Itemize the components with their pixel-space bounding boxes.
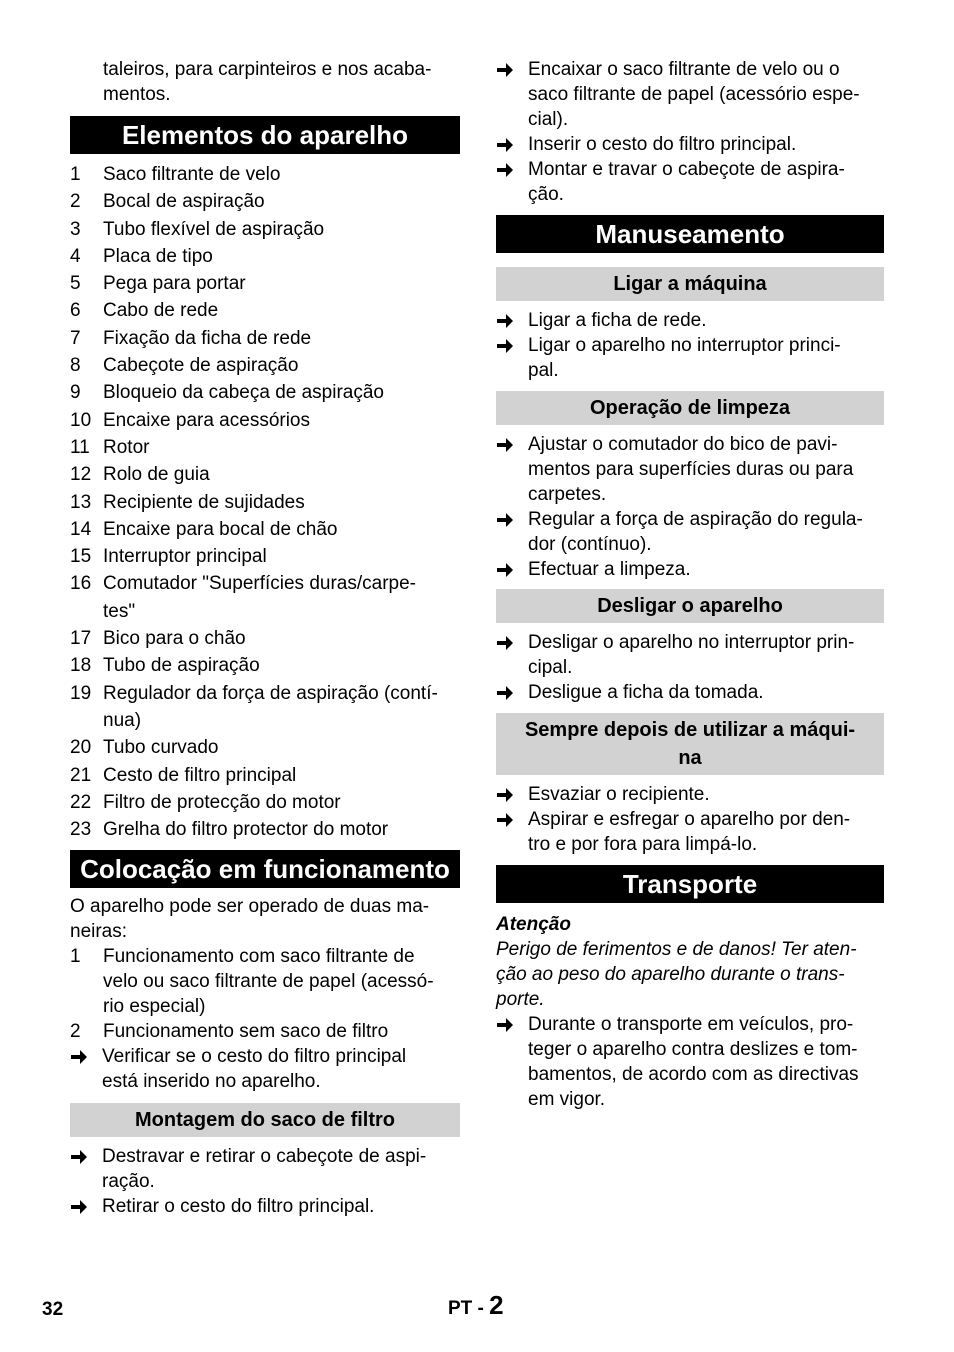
- cleaning-steps: [496, 432, 884, 582]
- list-item: [70, 944, 460, 1019]
- list-item: [70, 379, 460, 406]
- arrow-right-icon: [496, 1017, 514, 1033]
- heading-transport: Transporte: [496, 865, 884, 903]
- step-arrow: [496, 557, 528, 582]
- intro-text: [70, 57, 460, 107]
- list-item: [70, 407, 460, 434]
- list-item: [70, 570, 460, 625]
- step-item: [70, 1044, 460, 1094]
- item-number: 21: [70, 764, 92, 786]
- item-text: Tubo de aspiração: [103, 655, 260, 677]
- heading-switch-on: Ligar a máquina: [496, 267, 884, 301]
- attention-label: Atenção: [496, 914, 571, 935]
- item-text: Placa de tipo: [103, 245, 213, 267]
- item-text: Cesto de filtro principal: [103, 764, 297, 786]
- list-item: [70, 789, 460, 816]
- step-item: [496, 308, 884, 333]
- step-item: [496, 157, 884, 207]
- step-item: [496, 132, 884, 157]
- item-text: Cabo de rede: [103, 300, 219, 322]
- item-text: Fixação da ficha de rede: [103, 327, 312, 349]
- step-arrow: [496, 157, 528, 182]
- step-item: [496, 782, 884, 807]
- item-number: 22: [70, 791, 92, 813]
- step-text: Montar e travar o cabeçote de aspira- ção.: [528, 159, 845, 205]
- step-item: [496, 557, 884, 582]
- item-text: Tubo curvado: [103, 737, 219, 759]
- step-arrow: [70, 1044, 102, 1069]
- item-text: Filtro de protecção do motor: [103, 791, 341, 813]
- item-number: 9: [70, 382, 81, 404]
- arrow-right-icon: [496, 787, 514, 803]
- language-code: PT -: [448, 1298, 484, 1319]
- heading-switch-off: Desligar o aparelho: [496, 589, 884, 623]
- item-number: 3: [70, 218, 81, 240]
- step-text: Destravar e retirar o cabeçote de aspi- ração.: [102, 1146, 427, 1193]
- step-item: [496, 680, 884, 705]
- step-item: [496, 630, 884, 680]
- commissioning-intro: O aparelho pode ser operado de duas ma- neiras:: [70, 896, 430, 943]
- language-page-label: [448, 1290, 504, 1321]
- step-arrow: [496, 333, 528, 358]
- item-text: Bloqueio da cabeça de aspiração: [103, 382, 384, 404]
- step-text: Esvaziar o recipiente.: [528, 784, 710, 805]
- step-arrow: [496, 630, 528, 655]
- list-item: [70, 1019, 460, 1044]
- item-text: Tubo flexível de aspiração: [103, 218, 325, 240]
- item-number: 13: [70, 491, 92, 513]
- item-number: 1: [70, 164, 81, 185]
- item-number: 12: [70, 464, 92, 486]
- list-item: [70, 489, 460, 516]
- arrow-right-icon: [496, 512, 514, 528]
- step-text: Retirar o cesto do filtro principal.: [102, 1196, 375, 1218]
- step-arrow: [496, 432, 528, 457]
- item-number: 19: [70, 682, 92, 704]
- item-text: Rolo de guia: [103, 464, 210, 486]
- heading-after-use: Sempre depois de utilizar a máqui- na: [496, 713, 884, 775]
- arrow-right-icon: [496, 137, 514, 153]
- item-number: 18: [70, 655, 92, 677]
- item-number: 11: [70, 436, 90, 458]
- step-arrow: [70, 1144, 102, 1169]
- step-text: Desligar o aparelho no interruptor prin- cipal.: [528, 632, 855, 678]
- list-item: [70, 625, 460, 652]
- step-item: [70, 1144, 460, 1194]
- step-text: Ligar a ficha de rede.: [528, 310, 707, 331]
- item-number: 20: [70, 737, 92, 759]
- item-number: 4: [70, 245, 81, 267]
- item-number: 16: [70, 573, 92, 595]
- item-text: Recipiente de sujidades: [103, 491, 305, 513]
- list-item: [70, 352, 460, 379]
- item-text: Rotor: [103, 436, 150, 458]
- arrow-right-icon: [496, 635, 514, 651]
- step-text: Durante o transporte em veículos, pro- teger o aparelho contra deslizes e tom- bamentos, de acordo com as directivas em vigor.: [528, 1014, 859, 1110]
- heading-commissioning: Colocação em funcionamento: [70, 850, 460, 888]
- step-text: Efectuar a limpeza.: [528, 559, 691, 580]
- commissioning-list: [70, 944, 460, 1044]
- language-page-number: 2: [489, 1290, 504, 1320]
- right-column: [496, 57, 884, 1112]
- arrow-right-icon: [496, 162, 514, 178]
- list-item: [70, 516, 460, 543]
- commissioning-step-list: [70, 1044, 460, 1094]
- step-arrow: [496, 132, 528, 157]
- list-item: [70, 297, 460, 324]
- item-text: Encaixe para acessórios: [103, 409, 310, 431]
- arrow-right-icon: [70, 1149, 88, 1165]
- filter-bag-steps-continued: [496, 57, 884, 207]
- intro-line-2: mentos.: [103, 84, 171, 105]
- item-text: Regulador da força de aspiração (contí- nua): [103, 682, 438, 731]
- step-text: Regular a força de aspiração do regula- dor (contínuo).: [528, 509, 863, 555]
- item-number: 5: [70, 273, 81, 295]
- page-number: 32: [42, 1299, 64, 1320]
- item-number: 1: [70, 946, 81, 968]
- step-item: [70, 1194, 460, 1219]
- transport-steps: [496, 1012, 884, 1112]
- step-item: [496, 1012, 884, 1112]
- intro-line-1: taleiros, para carpinteiros e nos acaba-: [103, 59, 432, 80]
- step-text: Verificar se o cesto do filtro principal está inserido no aparelho.: [102, 1046, 407, 1093]
- list-item: [70, 270, 460, 297]
- step-arrow: [70, 1194, 102, 1219]
- item-number: 6: [70, 300, 81, 322]
- heading-cleaning: Operação de limpeza: [496, 391, 884, 425]
- item-text: Bico para o chão: [103, 628, 246, 650]
- step-arrow: [496, 507, 528, 532]
- item-text: Cabeçote de aspiração: [103, 355, 299, 377]
- list-item: [70, 543, 460, 570]
- list-item: [70, 325, 460, 352]
- step-text: Ligar o aparelho no interruptor princi- pal.: [528, 335, 841, 381]
- step-text: Encaixar o saco filtrante de velo ou o saco filtrante de papel (acessório espe- cial).: [528, 59, 860, 130]
- list-item: [70, 434, 460, 461]
- item-text: Bocal de aspiração: [103, 191, 265, 213]
- step-arrow: [496, 680, 528, 705]
- step-item: [496, 57, 884, 132]
- arrow-right-icon: [496, 62, 514, 78]
- step-arrow: [496, 1012, 528, 1037]
- elements-list: [70, 161, 460, 843]
- item-number: 2: [70, 191, 81, 213]
- filter-bag-steps: [70, 1144, 460, 1219]
- item-number: 7: [70, 327, 81, 349]
- step-text: Aspirar e esfregar o aparelho por den- tro e por fora para limpá-lo.: [528, 809, 851, 855]
- item-text: Saco filtrante de velo: [103, 164, 281, 185]
- item-text: Encaixe para bocal de chão: [103, 518, 338, 540]
- item-text: Funcionamento com saco filtrante de velo ou saco filtrante de papel (acessó- rio especial): [103, 946, 434, 1018]
- step-item: [496, 507, 884, 557]
- step-arrow: [496, 308, 528, 333]
- item-text: Interruptor principal: [103, 546, 267, 568]
- item-text: Pega para portar: [103, 273, 246, 295]
- item-number: 15: [70, 546, 92, 568]
- item-text: Grelha do filtro protector do motor: [103, 819, 389, 841]
- left-column: [70, 57, 460, 1219]
- list-item: [70, 762, 460, 789]
- step-text: Ajustar o comutador do bico de pavi- mentos para superfícies duras ou para carpetes.: [528, 434, 854, 505]
- step-arrow: [496, 782, 528, 807]
- step-item: [496, 432, 884, 507]
- step-item: [496, 807, 884, 857]
- item-number: 17: [70, 628, 92, 650]
- item-number: 14: [70, 518, 92, 540]
- list-item: [70, 680, 460, 735]
- list-item: [70, 461, 460, 488]
- list-item: [70, 816, 460, 843]
- item-number: 2: [70, 1021, 81, 1043]
- after-use-steps: [496, 782, 884, 857]
- step-item: [496, 333, 884, 383]
- list-item: [70, 188, 460, 215]
- list-item: [70, 216, 460, 243]
- arrow-right-icon: [70, 1199, 88, 1215]
- arrow-right-icon: [496, 437, 514, 453]
- step-text: Desligue a ficha da tomada.: [528, 682, 764, 703]
- arrow-right-icon: [496, 812, 514, 828]
- arrow-right-icon: [496, 338, 514, 354]
- switch-on-steps: [496, 308, 884, 383]
- list-item: [70, 652, 460, 679]
- list-item: [70, 734, 460, 761]
- step-text: Inserir o cesto do filtro principal.: [528, 134, 797, 155]
- step-arrow: [496, 807, 528, 832]
- step-arrow: [496, 57, 528, 82]
- heading-filter-bag: Montagem do saco de filtro: [70, 1103, 460, 1137]
- arrow-right-icon: [70, 1049, 88, 1065]
- heading-operation: Manuseamento: [496, 215, 884, 253]
- arrow-right-icon: [496, 562, 514, 578]
- list-item: [70, 161, 460, 188]
- item-number: 10: [70, 409, 92, 431]
- item-number: 8: [70, 355, 81, 377]
- item-text: Funcionamento sem saco de filtro: [103, 1021, 389, 1043]
- item-text: Comutador "Superfícies duras/carpe- tes": [103, 573, 416, 622]
- arrow-right-icon: [496, 313, 514, 329]
- list-item: [70, 243, 460, 270]
- attention-text: Perigo de ferimentos e de danos! Ter aten- ção ao peso do aparelho durante o trans- porte.: [496, 939, 857, 1010]
- switch-off-steps: [496, 630, 884, 705]
- heading-elements: Elementos do aparelho: [70, 116, 460, 154]
- arrow-right-icon: [496, 685, 514, 701]
- item-number: 23: [70, 819, 92, 841]
